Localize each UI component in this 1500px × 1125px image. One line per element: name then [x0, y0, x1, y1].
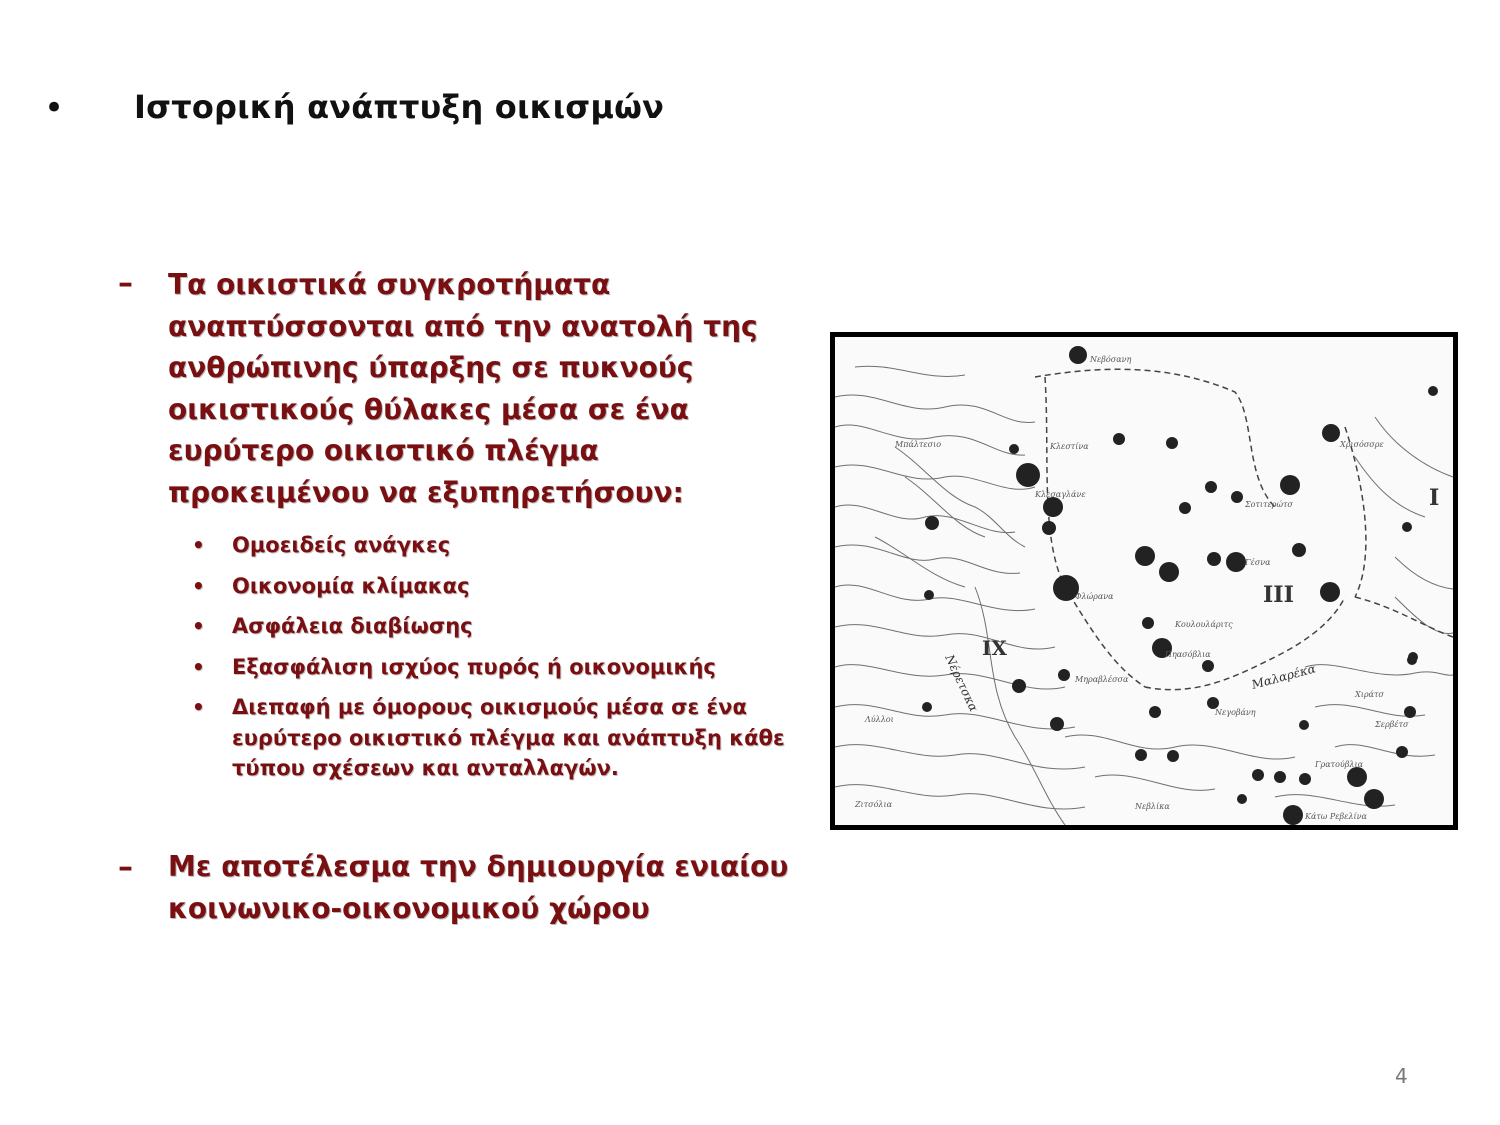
point2-dash: –	[118, 850, 133, 885]
sub-item-living-security	[192, 611, 812, 642]
map-place-label-malareka: Μαλαρέκα	[1250, 661, 1318, 692]
sub-item-economy-of-scale	[192, 571, 812, 602]
map-region-label-ix: IX	[982, 636, 1007, 660]
svg-text:Κλεσαγλάνε: Κλεσαγλάνε	[1035, 490, 1086, 499]
slide-title: Ιστορική ανάπτυξη οικισμών	[134, 88, 665, 126]
map-region-label-iii: III	[1263, 582, 1294, 608]
svg-text:Νεγοβάνη: Νεγοβάνη	[1215, 708, 1256, 717]
svg-text:Γρατούβλια: Γρατούβλια	[1315, 760, 1363, 769]
bullet-icon: •	[192, 614, 205, 638]
settlement-map-drawing	[835, 337, 1453, 825]
svg-text:Σερβέτσ: Σερβέτσ	[1375, 720, 1409, 729]
bullet-icon: •	[192, 654, 205, 679]
svg-text:Χρισόσσρε: Χρισόσσρε	[1340, 440, 1384, 449]
svg-text:Γέσνα: Γέσνα	[1245, 558, 1271, 567]
svg-text:Σοτιτερώτσ: Σοτιτερώτσ	[1245, 500, 1293, 509]
settlement-map-image	[830, 332, 1458, 830]
svg-text:Χιράτσ: Χιράτσ	[1355, 690, 1384, 699]
svg-text:Κουλουλάριτς: Κουλουλάριτς	[1175, 620, 1233, 629]
sub-bullet-list	[192, 530, 812, 794]
svg-text:Ζιτσόλια: Ζιτσόλια	[855, 800, 893, 809]
point2-text: Με αποτέλεσμα την δημιουργία ενιαίου κοινωνικο-οικονομικού χώρου	[168, 850, 789, 925]
svg-text:Μπάλτεσιο: Μπάλτεσιο	[895, 440, 942, 449]
svg-text:Φλώρανα: Φλώρανα	[1075, 592, 1114, 601]
sub-item-label: Διεπαφή με όμορους οικισμούς μέσα σε ένα ευρύτερο οικιστικό πλέγμα και ανάπτυξη κάθε τύπου σχέσεων και ανταλλαγών.	[232, 695, 785, 780]
map-region-label-i: I	[1429, 485, 1440, 511]
point1-dash: –	[118, 266, 133, 301]
point1-text: Τα οικιστικά συγκροτήματα αναπτύσσονται από την ανατολή της ανθρώπινης ύπαρξης σε πυκνούς οικιστικούς θύλακες μέσα σε ένα ευρύτερο οικιστικό πλέγμα προκειμένου να εξυπηρετήσουν:	[168, 268, 758, 509]
svg-text:Πηασόβλια: Πηασόβλια	[1165, 650, 1211, 659]
svg-text:Κλεστίνα: Κλεστίνα	[1050, 442, 1089, 451]
bullet-icon: •	[192, 573, 205, 598]
sub-item-label: Ομοειδείς ανάγκες	[232, 533, 451, 557]
svg-text:Κάτω Ρεβελίνα: Κάτω Ρεβελίνα	[1305, 812, 1367, 821]
map-place-label-neretska: Νέρετσκα	[942, 652, 981, 714]
svg-text:Λύλλοι: Λύλλοι	[865, 715, 894, 724]
svg-text:Μηραβλέσσα: Μηραβλέσσα	[1075, 675, 1129, 684]
page-number: 4	[1395, 1064, 1408, 1088]
sub-item-label: Οικονομία κλίμακας	[232, 573, 470, 598]
sub-item-power-security	[192, 652, 812, 683]
svg-text:Νεβόσανη: Νεβόσανη	[1090, 355, 1132, 364]
sub-item-label: Ασφάλεια διαβίωσης	[232, 614, 473, 638]
bullet-icon: •	[192, 695, 205, 719]
sub-item-interface	[192, 692, 812, 784]
title-bullet: •	[44, 88, 65, 128]
sub-item-uniform-needs	[192, 530, 812, 561]
svg-text:Νεβλίκα: Νεβλίκα	[1135, 802, 1170, 811]
sub-item-label: Εξασφάλιση ισχύος πυρός ή οικονομικής	[232, 654, 716, 679]
bullet-icon: •	[192, 533, 205, 557]
